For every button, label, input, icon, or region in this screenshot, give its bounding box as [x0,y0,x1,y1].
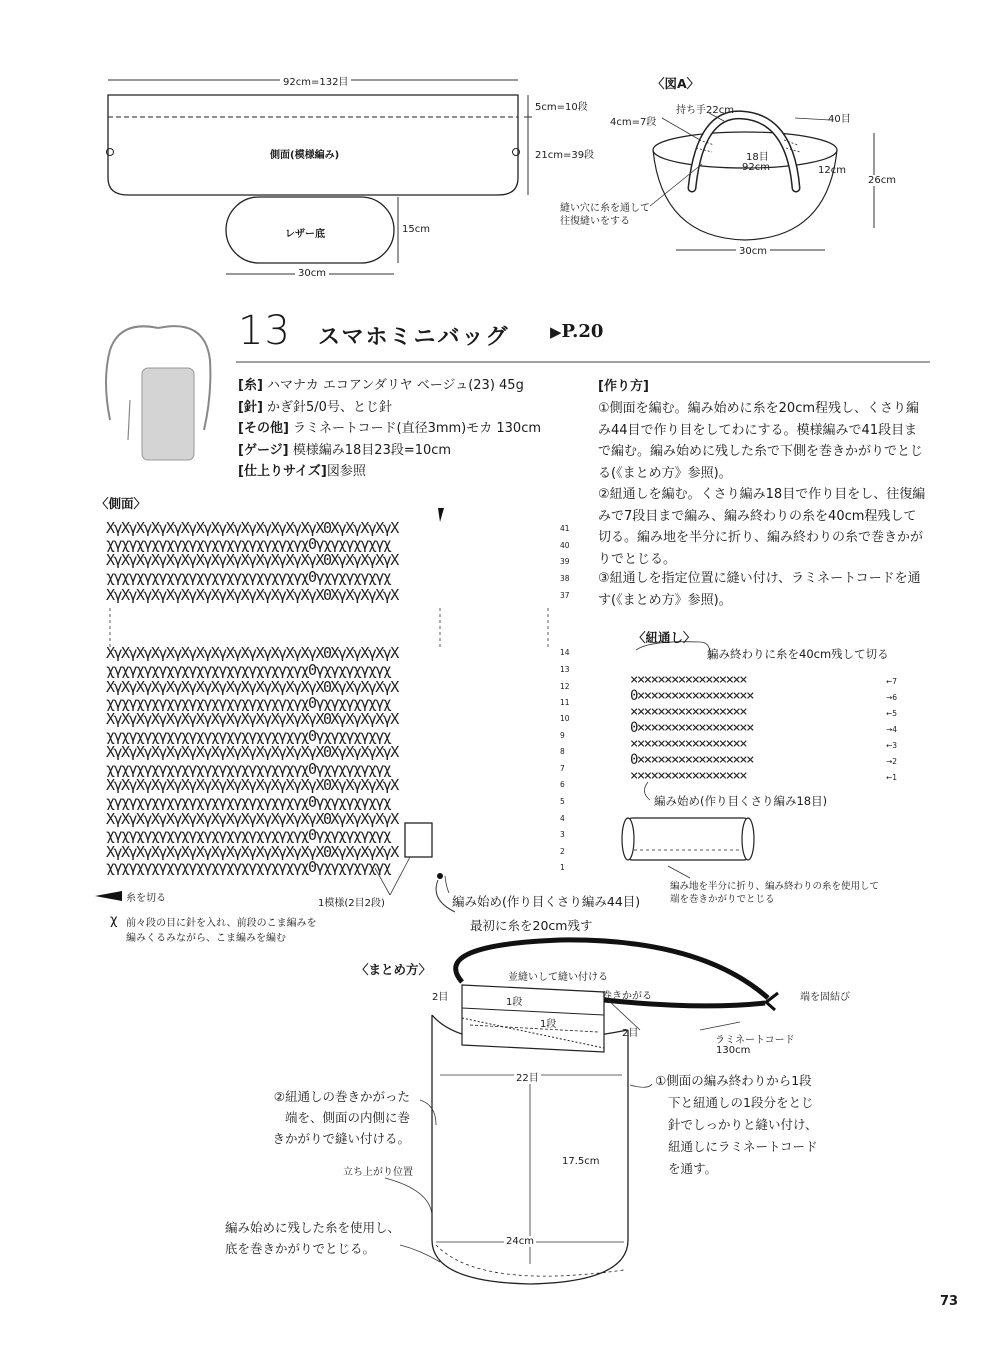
h1-label: 5cm=10段 [535,102,588,113]
side-label-text: 側面 [270,150,290,161]
leave-label: 最初に糸を20cm残す [470,918,593,933]
page-number: 73 [940,1294,959,1309]
legend-line-2: 編みくるみながら、こま編みを編む [126,933,286,944]
stitch-row: XγXγXγXγXγXγXγXγXγXγXγXγXγXγX0XγXγXγXγX [106,551,398,569]
strap-fold-1: 編み地を半分に折り、編み終わりの糸を使用して [670,881,880,892]
fig-a-title: 〈図A〉 [652,76,700,91]
row-number: 11 [560,698,570,707]
side-pattern-text: (模様編み) [290,150,340,161]
stitch-row: χγχγχγχγχγχγχγχγχγχγχγχγχγχ0γχγχγχγχγχ [106,535,391,553]
fig-a-eighteen: 18目 [746,152,769,163]
howto-heading: [作り方] [598,379,649,394]
left-note-line: きかがりで縫い付ける。 [272,1131,410,1146]
row-number: 6 [560,780,565,789]
strap-row: ××××××××××××××××× [630,704,747,720]
assembly-title: 〈まとめ方〉 [356,962,432,977]
strap-row-number: →6 [886,693,898,702]
pattern-title: スマホミニバッグ [318,325,510,350]
side-chart-title: 〈側面〉 [96,496,147,511]
start-label: 編み始め(作り目くさり編み44目) [452,894,641,909]
row-number: 39 [560,557,570,566]
fig-a-92: 92cm [742,162,770,173]
strap-row-number: ←3 [886,741,898,750]
bottom-note-line: 編み始めに残した糸を使用し、 [225,1220,401,1235]
side-label [270,146,339,161]
asm-cord-2: 130cm [716,1045,751,1056]
row-number: 8 [560,747,565,756]
bottom-h: 15cm [402,224,430,235]
stitch-row: χγχγχγχγχγχγχγχγχγχγχγχγχγχ0γχγχγχγχγχ [106,760,391,778]
asm-two-left: 2目 [432,992,449,1003]
spec-hook: [針] かぎ針5/0号、とじ針 [238,399,392,415]
strap-row: 0××××××××××××××××× [630,752,753,768]
left-note-line: 端を、側面の内側に巻 [284,1110,410,1125]
strap-row-number: →2 [886,757,898,766]
stitch-row: XγXγXγXγXγXγXγXγXγXγXγXγXγXγX0XγXγXγXγX [106,586,398,604]
fig-a-four: 4cm=7段 [610,117,657,128]
row-number: 7 [560,764,565,773]
fig-a-26: 26cm [868,175,896,186]
fig-a-30: 30cm [736,246,770,257]
stitch-row: XγXγXγXγXγXγXγXγXγXγXγXγXγXγX0XγXγXγXγX [106,843,398,861]
stitch-row: XγXγXγXγXγXγXγXγXγXγXγXγXγXγX0XγXγXγXγX [106,810,398,828]
page-ref-text: P.20 [561,321,604,342]
asm-height: 17.5cm [562,1156,600,1167]
stitch-row: χγχγχγχγχγχγχγχγχγχγχγχγχγχ0γχγχγχγχγχ [106,694,391,712]
asm-cord-1: ラミネートコード [715,1035,795,1046]
row-number: 5 [560,797,565,806]
triangle-icon: ▶ [550,323,562,341]
fig-a-12: 12cm [818,165,846,176]
stitch-row: χγχγχγχγχγχγχγχγχγχγχγχγχγχ0γχγχγχγχγχ [106,826,391,844]
row-number: 4 [560,814,565,823]
stitch-row: χγχγχγχγχγχγχγχγχγχγχγχγχγχ0γχγχγχγχγχ [106,858,391,876]
pattern-number: 13 [238,308,291,354]
legend-line-1: 前々段の目に針を入れ、前段のこま編みを [126,918,317,929]
spec-size: [仕上りサイズ]図参照 [238,464,366,479]
strap-row-number: ←5 [886,709,898,718]
strap-row: 0××××××××××××××××× [630,720,753,736]
legend-symbol: χ [110,913,118,928]
stitch-row: χγχγχγχγχγχγχγχγχγχγχγχγχγχ0γχγχγχγχγχ [106,793,391,811]
asm-right-note [655,1070,818,1180]
fig-a-forty: 40目 [828,114,851,125]
strap-row-number: ←1 [886,773,898,782]
strap-end-label: 編み終わりに糸を40cm残して切る [707,647,889,661]
row-number: 1 [560,863,565,872]
fig-a-note2: 往復縫いをする [560,216,630,227]
howto-step-3: ③紐通しを指定位置に縫い付け、ラミネートコードを通す(《まとめ方》参照)。 [598,571,921,608]
row-number: 2 [560,847,565,856]
fig-a-handle: 持ち手22cm [676,105,734,116]
strap-row: 0××××××××××××××××× [630,688,753,704]
bottom-label: レザー底 [285,229,325,240]
strap-row: ××××××××××××××××× [630,672,747,688]
strap-row-number: ←7 [886,677,898,686]
row-number: 14 [560,648,570,657]
right-note-line: ①側面の編み終わりから1段 [655,1073,812,1088]
row-number: 37 [560,591,570,600]
stitch-row: XγXγXγXγXγXγXγXγXγXγXγXγXγXγX0XγXγXγXγX [106,519,398,537]
asm-sew: 並縫いして縫い付ける [508,972,608,983]
page-ref [550,321,603,342]
row-number: 12 [560,682,570,691]
strap-start-label: 編み始め(作り目くさり編み18目) [654,794,828,808]
top-width-label: 92cm=132目 [280,73,351,88]
bottom-w: 30cm [295,268,329,279]
strap-fold-2: 端を巻きかがりでとじる [670,894,775,905]
asm-left-note [250,1086,410,1149]
asm-22: 22目 [514,1069,541,1084]
right-note-line: 下と紐通しの1段分をとじ [668,1095,814,1110]
strap-chart-title: 〈紐通し〉 [633,630,696,645]
stitch-row: XγXγXγXγXγXγXγXγXγXγXγXγXγXγX0XγXγXγXγX [106,644,398,662]
strap-row: ××××××××××××××××× [630,768,747,784]
h2-label: 21cm=39段 [535,150,595,161]
spec-yarn: [糸] ハマナカ エコアンダリヤ ベージュ(23) 45g [238,378,524,393]
right-note-line: 紐通しにラミネートコード [668,1139,818,1154]
spec-gauge: [ゲージ] 模様編み18目23段=10cm [238,442,452,458]
asm-width: 24cm [506,1236,534,1247]
howto-step-2: ②紐通しを編む。くさり編み18目で作り目をし、往復編みで7段目まで編み、編み終わりの糸を40cm程残して切る。編み地を半分に折り、編み終わりの糸で巻きかがりでとじる。 [598,487,926,567]
bottom-note-line: 底を巻きかがりでとじる。 [225,1241,376,1256]
stitch-row: XγXγXγXγXγXγXγXγXγXγXγXγXγXγX0XγXγXγXγX [106,743,398,761]
stitch-row: XγXγXγXγXγXγXγXγXγXγXγXγXγXγX0XγXγXγXγX [106,776,398,794]
row-number: 3 [560,830,565,839]
fig-a-note1: 縫い穴に糸を通して [560,203,650,214]
asm-two-right: 2目 [622,1028,639,1039]
spec-other: [その他] ラミネートコード(直径3mm)モカ 130cm [238,421,542,436]
right-note-line: を通す。 [668,1161,718,1176]
one-pattern-label: 1模様(2目2段) [318,898,385,909]
asm-one-a: 1段 [506,997,523,1008]
asm-whip: 巻きかがる [602,991,652,1002]
howto-step-1: ①側面を編む。編み始めに糸を20cm程残し、くさり編み44目で作り目をしてわにする。模様編みで41段目まで編む。編み始めに残した糸で下側を巻きかがりでとじる(《まとめ方》参照)。 [598,401,924,481]
left-note-line: ②紐通しの巻きかがった [273,1089,410,1104]
asm-rise: 立ち上がり位置 [343,1167,413,1178]
stitch-row: XγXγXγXγXγXγXγXγXγXγXγXγXγXγX0XγXγXγXγX [106,678,398,696]
asm-bottom-note [225,1217,410,1259]
stitch-row: χγχγχγχγχγχγχγχγχγχγχγχγχγχ0γχγχγχγχγχ [106,727,391,745]
specs-list [238,375,541,483]
asm-one-b: 1段 [540,1019,557,1030]
row-number: 38 [560,574,570,583]
strap-row-number: →4 [886,725,898,734]
row-number: 41 [560,524,570,533]
strap-row: ××××××××××××××××× [630,736,747,752]
stitch-row: χγχγχγχγχγχγχγχγχγχγχγχγχγχ0γχγχγχγχγχ [106,568,391,586]
asm-knot: 端を固結び [800,992,850,1003]
cut-label: 糸を切る [126,893,166,904]
stitch-row: XγXγXγXγXγXγXγXγXγXγXγXγXγXγX0XγXγXγXγX [106,710,398,728]
right-note-line: 針でしっかりと縫い付け、 [668,1117,818,1132]
row-number: 13 [560,665,570,674]
row-number: 40 [560,541,570,550]
stitch-row: χγχγχγχγχγχγχγχγχγχγχγχγχγχ0γχγχγχγχγχ [106,661,391,679]
row-number: 9 [560,731,565,740]
row-number: 10 [560,714,570,723]
